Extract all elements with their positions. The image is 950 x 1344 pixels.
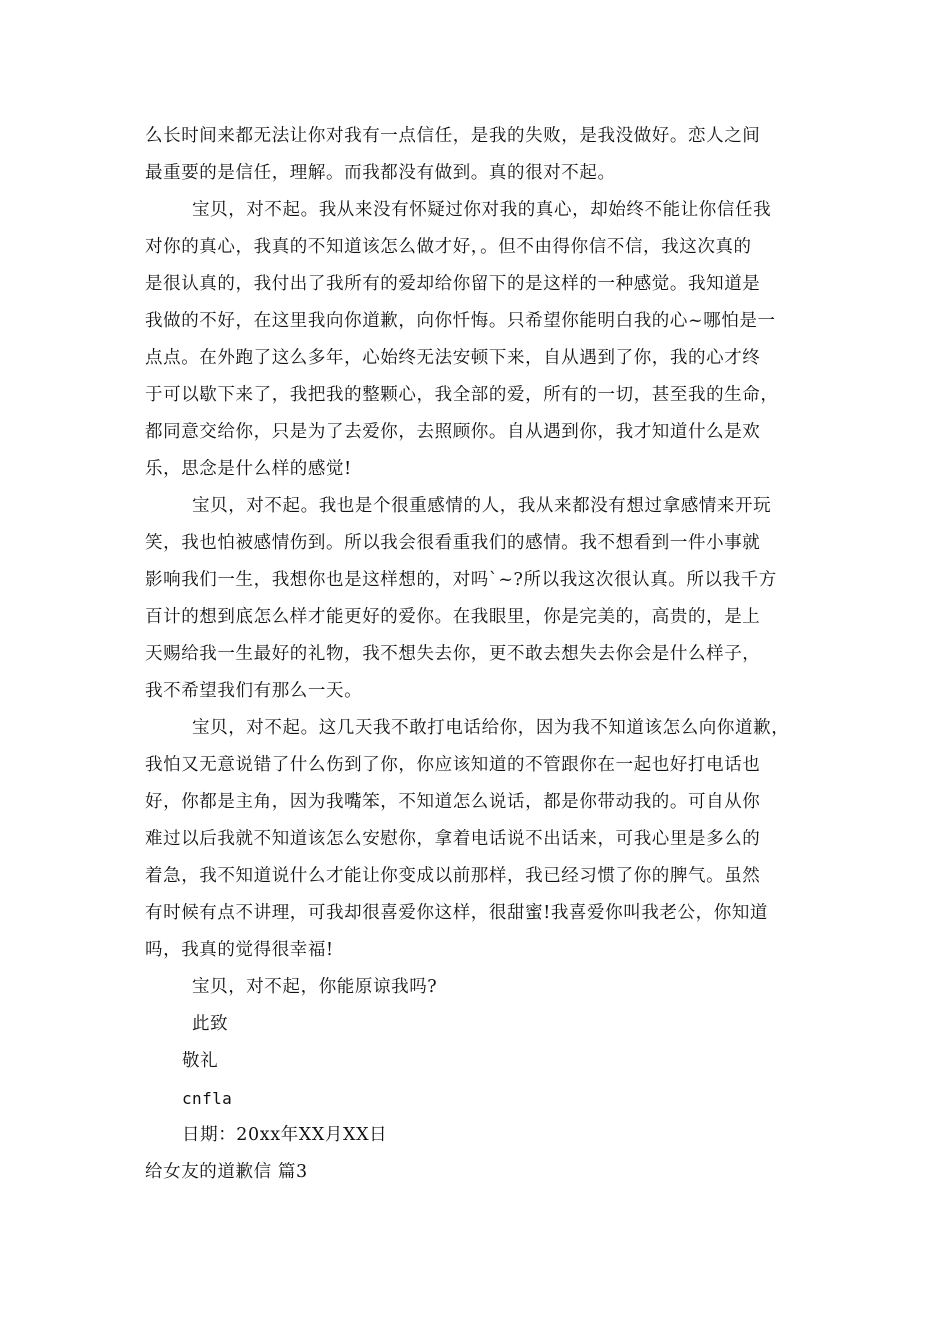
paragraph-3-line-6: 我不希望我们有那么一天。 — [145, 681, 363, 701]
paragraph-4-line-5: 着急，我不知道说什么才能让你变成以前那样，我已经习惯了你的脾气。虽然 — [145, 866, 761, 886]
paragraph-4-line-1: 宝贝，对不起。这几天我不敢打电话给你，因为我不知道该怎么向你道歉， — [192, 718, 790, 738]
closing-question: 宝贝，对不起，你能原谅我吗? — [192, 977, 438, 997]
paragraph-2-line-6: 于可以歇下来了，我把我的整颗心，我全部的爱，所有的一切，甚至我的生命， — [145, 385, 779, 405]
signature: cnfla — [182, 1089, 233, 1108]
paragraph-2-line-4: 我做的不好，在这里我向你道歉，向你忏悔。只希望你能明白我的心~哪怕是一 — [145, 311, 776, 331]
paragraph-1-line-1: 么长时间来都无法让你对我有一点信任，是我的失败，是我没做好。恋人之间 — [145, 126, 761, 146]
paragraph-2-line-2: 对你的真心，我真的不知道该怎么做才好，。但不由得你信不信，我这次真的 — [145, 237, 752, 257]
paragraph-2-line-8: 乐，思念是什么样的感觉! — [145, 459, 352, 479]
paragraph-3-line-2: 笑，我也怕被感情伤到。所以我会很看重我们的感情。我不想看到一件小事就 — [145, 533, 761, 553]
paragraph-4-line-2: 我怕又无意说错了什么伤到了你，你应该知道的不管跟你在一起也好打电话也 — [145, 755, 761, 775]
letter-date: 日期：20xx年XX月XX日 — [182, 1125, 388, 1145]
paragraph-1-line-2: 最重要的是信任，理解。而我都没有做到。真的很对不起。 — [145, 163, 616, 183]
paragraph-3-line-1: 宝贝，对不起。我也是个很重感情的人，我从来都没有想过拿感情来开玩 — [192, 496, 772, 516]
paragraph-4-line-3: 好，你都是主角，因为我嘴笨，不知道怎么说话，都是你带动我的。可自从你 — [145, 792, 761, 812]
paragraph-4-line-4: 难过以后我就不知道该怎么安慰你，拿着电话说不出话来，可我心里是多么的 — [145, 829, 761, 849]
paragraph-2-line-7: 都同意交给你，只是为了去爱你，去照顾你。自从遇到你，我才知道什么是欢 — [145, 422, 761, 442]
paragraph-2-line-5: 点点。在外跑了这么多年，心始终无法安顿下来，自从遇到了你，我的心才终 — [145, 348, 761, 368]
letter-body — [145, 118, 815, 1191]
closing-salutation: 此致 — [192, 1014, 229, 1034]
closing-respect: 敬礼 — [182, 1051, 219, 1071]
paragraph-2-line-3: 是很认真的，我付出了我所有的爱却给你留下的是这样的一种感觉。我知道是 — [145, 274, 761, 294]
paragraph-4-line-6: 有时候有点不讲理，可我却很喜爱你这样，很甜蜜!我喜爱你叫我老公，你知道 — [145, 903, 769, 923]
paragraph-3-line-4: 百计的想到底怎么样才能更好的爱你。在我眼里，你是完美的，高贵的，是上 — [145, 607, 761, 627]
paragraph-3-line-3: 影响我们一生，我想你也是这样想的，对吗`~?所以我这次很认真。所以我千方 — [145, 570, 777, 590]
paragraph-3-line-5: 天赐给我一生最好的礼物，我不想失去你，更不敢去想失去你会是什么样子， — [145, 644, 761, 664]
next-section-heading: 给女友的道歉信 篇3 — [145, 1162, 308, 1182]
paragraph-4-line-7: 吗，我真的觉得很幸福! — [145, 940, 334, 960]
paragraph-2-line-1: 宝贝，对不起。我从来没有怀疑过你对我的真心，却始终不能让你信任我 — [192, 200, 772, 220]
